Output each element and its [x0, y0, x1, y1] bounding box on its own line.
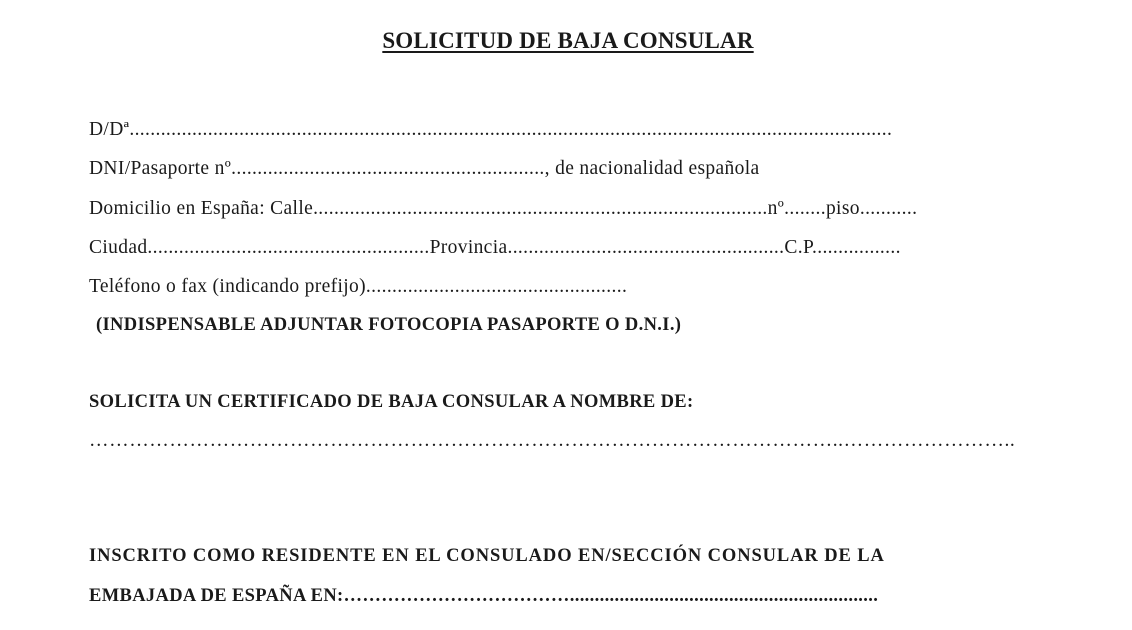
phone-field-line: Teléfono o fax (indicando prefijo).................................................. — [89, 276, 628, 297]
name-field-line: D/Dª.................................................................................................................................................. — [89, 119, 893, 140]
resident-line-1: INSCRITO COMO RESIDENTE EN EL CONSULADO EN/SECCIÓN CONSULAR DE LA — [89, 546, 885, 566]
id-field-line: DNI/Pasaporte nº............................................................, de nacionalidad española — [89, 158, 760, 179]
document-title: SOLICITUD DE BAJA CONSULAR — [382, 28, 754, 53]
id-copy-notice: (INDISPENSABLE ADJUNTAR FOTOCOPIA PASAPORTE O D.N.I.) — [96, 315, 682, 335]
resident-line-2: EMBAJADA DE ESPAÑA EN:……………………………….............................................................. — [89, 586, 879, 606]
city-field-line: Ciudad......................................................Provincia.....................................................C.P................. — [89, 237, 901, 258]
request-name-blank: …………………………………………………………………………………………………..…………………….. — [89, 430, 1016, 451]
request-label: SOLICITA UN CERTIFICADO DE BAJA CONSULAR A NOMBRE DE: — [89, 392, 694, 412]
address-field-line: Domicilio en España: Calle.......................................................................................nº........piso........... — [89, 198, 918, 219]
